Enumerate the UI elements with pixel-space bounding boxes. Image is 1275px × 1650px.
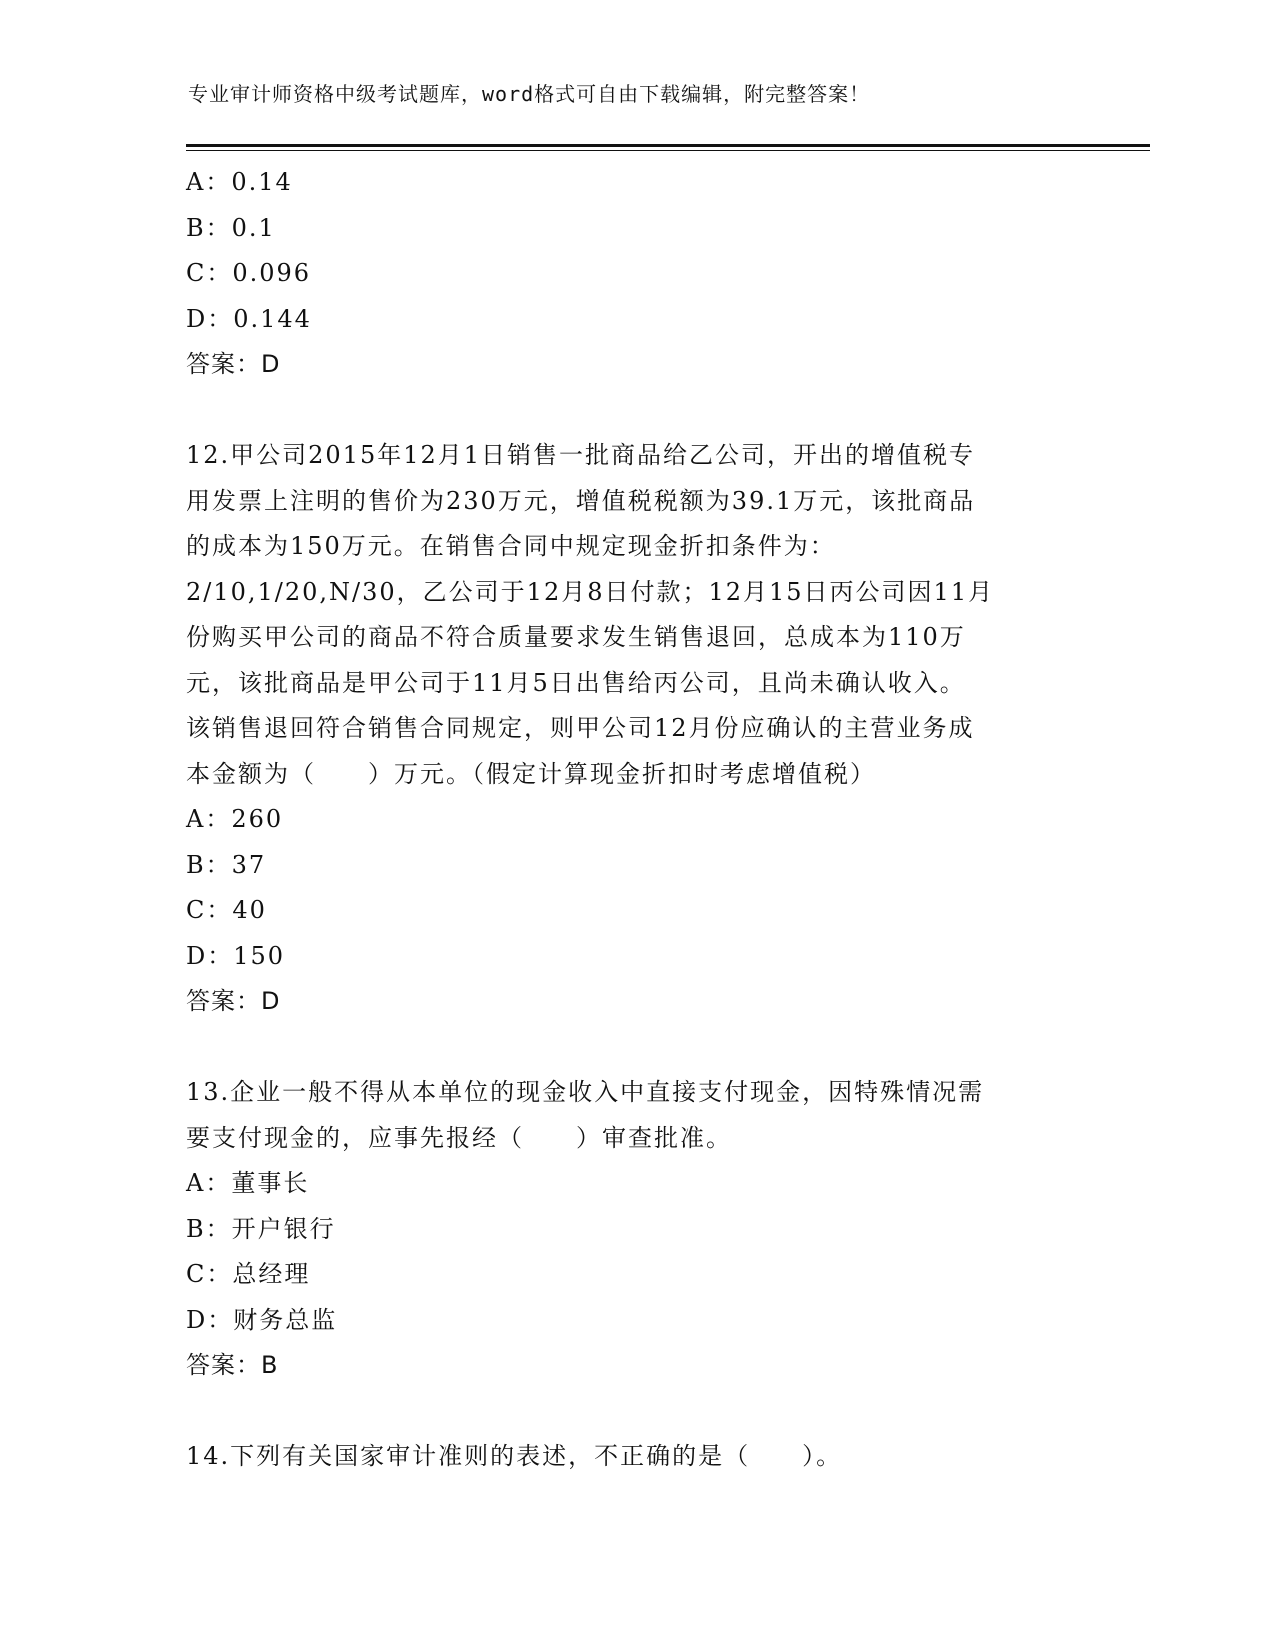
option-c: C：40 bbox=[186, 896, 267, 924]
question-text-line: 元，该批商品是甲公司于11月5日出售给丙公司，且尚未确认收入。 bbox=[186, 668, 966, 697]
question-text-line: 12.甲公司2015年12月1日销售一批商品给乙公司，开出的增值税专 bbox=[186, 441, 976, 469]
option-a: A：260 bbox=[186, 805, 284, 833]
question-text-line: 要支付现金的，应事先报经（ ）审查批准。 bbox=[186, 1123, 732, 1152]
header-rule-thin bbox=[186, 150, 1150, 151]
answer: 答案：D bbox=[186, 350, 281, 378]
question-text-line: 份购买甲公司的商品不符合质量要求发生销售退回，总成本为110万 bbox=[186, 623, 966, 651]
question-text-line: 的成本为150万元。在销售合同中规定现金折扣条件为： bbox=[186, 532, 836, 560]
question-13 bbox=[186, 1070, 1096, 1389]
answer: 答案：B bbox=[186, 1351, 279, 1379]
option-d: D：财务总监 bbox=[186, 1305, 338, 1334]
question-text-line: 14.下列有关国家审计准则的表述，不正确的是（ ）。 bbox=[186, 1442, 843, 1470]
question-12 bbox=[186, 433, 1096, 1025]
question-text-line: 2/10,1/20,N/30，乙公司于12月8日付款；12月15日丙公司因11月 bbox=[186, 577, 995, 606]
question-content bbox=[186, 160, 1096, 1480]
option-b: B：开户银行 bbox=[186, 1214, 336, 1243]
answer: 答案：D bbox=[186, 987, 281, 1015]
question-text-line: 该销售退回符合销售合同规定，则甲公司12月份应确认的主营业务成 bbox=[186, 714, 975, 742]
option-d: D：150 bbox=[186, 941, 286, 970]
header-rule bbox=[186, 144, 1150, 147]
question-14 bbox=[186, 1434, 1096, 1480]
question-11 bbox=[186, 160, 1096, 388]
option-c: C：0.096 bbox=[186, 259, 312, 287]
option-b: B：37 bbox=[186, 850, 267, 879]
option-b: B：0.1 bbox=[186, 213, 276, 242]
option-a: A：董事长 bbox=[186, 1169, 310, 1197]
question-text-line: 本金额为（ ）万元。（假定计算现金折扣时考虑增值税） bbox=[186, 759, 876, 788]
question-text-line: 用发票上注明的售价为230万元，增值税税额为39.1万元，该批商品 bbox=[186, 486, 976, 515]
option-d: D：0.144 bbox=[186, 304, 312, 333]
page-header: 专业审计师资格中级考试题库，word格式可自由下载编辑，附完整答案！ bbox=[188, 82, 871, 106]
option-c: C：总经理 bbox=[186, 1260, 311, 1288]
question-text-line: 13.企业一般不得从本单位的现金收入中直接支付现金，因特殊情况需 bbox=[186, 1078, 985, 1106]
option-a: A：0.14 bbox=[186, 168, 293, 196]
